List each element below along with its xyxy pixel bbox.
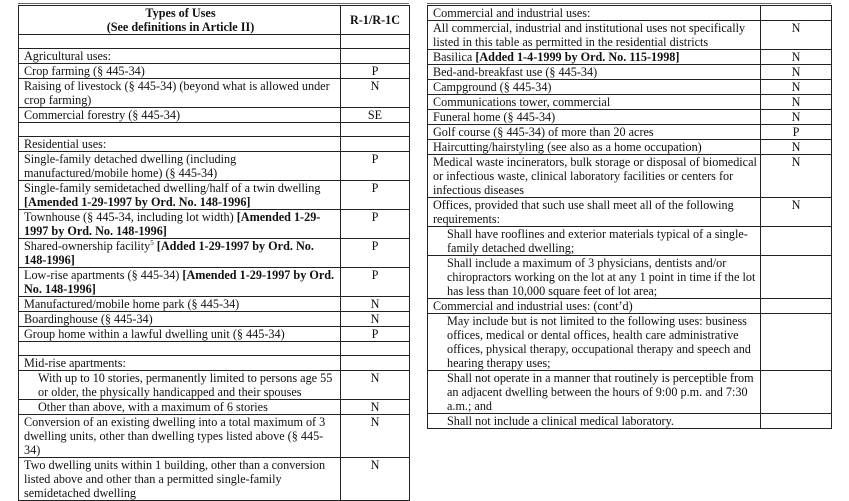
use-table-right-body bbox=[428, 6, 832, 429]
use-description-cell bbox=[428, 80, 761, 95]
table-row bbox=[19, 210, 410, 239]
permission-value: N bbox=[370, 79, 380, 93]
table-header-row bbox=[19, 6, 410, 35]
permission-cell bbox=[341, 108, 410, 123]
permission-cell bbox=[341, 181, 410, 210]
permission-cell bbox=[341, 123, 410, 137]
permission-cell bbox=[341, 327, 410, 342]
amendment-note: [Added 1-29-1997 by Ord. No. 148-1996] bbox=[24, 239, 314, 267]
use-text: Commercial and industrial uses: (cont’d) bbox=[433, 299, 633, 313]
permission-cell bbox=[761, 198, 832, 227]
permission-value: P bbox=[792, 125, 800, 139]
use-text: Residential uses: bbox=[24, 137, 107, 151]
use-text: Shall include a maximum of 3 physicians, dentists and/or chiropractors working on the lot at any 1 point in time if the lot has less than 10,000 square feet of lot area; bbox=[447, 256, 756, 298]
use-description-cell bbox=[19, 239, 341, 268]
page-edge-line bbox=[18, 3, 409, 4]
table-row bbox=[19, 181, 410, 210]
use-description-cell bbox=[428, 227, 761, 256]
table-row bbox=[428, 155, 832, 198]
permission-cell bbox=[341, 371, 410, 400]
use-text: Commercial forestry (§ 445-34) bbox=[24, 108, 181, 122]
permission-cell bbox=[761, 125, 832, 140]
permission-cell bbox=[341, 210, 410, 239]
table-row bbox=[19, 49, 410, 64]
table-row bbox=[19, 297, 410, 312]
use-description-cell bbox=[19, 49, 341, 64]
use-description-cell bbox=[428, 6, 761, 21]
use-description-cell bbox=[428, 110, 761, 125]
table-row bbox=[19, 458, 410, 501]
permission-cell bbox=[341, 458, 410, 501]
permission-cell bbox=[761, 65, 832, 80]
table-row bbox=[19, 342, 410, 356]
permission-value: P bbox=[371, 210, 379, 224]
table-row bbox=[428, 110, 832, 125]
permission-cell bbox=[761, 110, 832, 125]
permission-cell bbox=[761, 256, 832, 299]
permission-value: P bbox=[371, 239, 379, 253]
use-text: Communications tower, commercial bbox=[433, 95, 611, 109]
use-description-cell bbox=[428, 198, 761, 227]
header-title: Types of Uses bbox=[145, 6, 216, 20]
table-row bbox=[19, 400, 410, 415]
permission-value: N bbox=[370, 415, 380, 429]
permission-cell bbox=[341, 49, 410, 64]
permission-cell bbox=[761, 80, 832, 95]
use-text: All commercial, industrial and institutional uses not specifically listed in this table as permitted in the residential districts bbox=[433, 21, 746, 49]
use-text: Golf course (§ 445-34) of more than 20 acres bbox=[433, 125, 654, 139]
permission-cell bbox=[341, 268, 410, 297]
permission-cell bbox=[761, 314, 832, 371]
use-description-cell bbox=[19, 356, 341, 371]
use-description-cell bbox=[428, 414, 761, 429]
permission-value: N bbox=[370, 297, 380, 311]
use-text: Haircutting/hairstyling (see also as a home occupation) bbox=[433, 140, 702, 154]
table-row bbox=[19, 137, 410, 152]
table-row bbox=[19, 123, 410, 137]
permission-cell bbox=[341, 356, 410, 371]
use-description-cell bbox=[19, 458, 341, 501]
permission-cell bbox=[761, 140, 832, 155]
permission-cell bbox=[341, 239, 410, 268]
use-table-left bbox=[18, 5, 410, 501]
header-use-type bbox=[19, 6, 341, 35]
table-row bbox=[428, 299, 832, 314]
use-description-cell bbox=[19, 400, 341, 415]
permission-value: N bbox=[791, 140, 801, 154]
use-text: Raising of livestock (§ 445-34) (beyond what is allowed under crop farming) bbox=[24, 79, 330, 107]
permission-value: N bbox=[791, 110, 801, 124]
permission-cell bbox=[761, 299, 832, 314]
use-description-cell bbox=[19, 35, 341, 49]
use-description-cell bbox=[19, 123, 341, 137]
use-text: Shared-ownership facility bbox=[24, 239, 151, 253]
permission-cell bbox=[341, 137, 410, 152]
use-description-cell bbox=[19, 64, 341, 79]
permission-cell bbox=[761, 50, 832, 65]
amendment-note: [Amended 1-29-1997 by Ord. No. 148-1996] bbox=[24, 195, 251, 209]
table-row bbox=[19, 371, 410, 400]
table-row bbox=[19, 356, 410, 371]
use-text: Commercial and industrial uses: bbox=[433, 6, 591, 20]
permission-value: SE bbox=[367, 108, 383, 122]
use-text: Crop farming (§ 445-34) bbox=[24, 64, 145, 78]
permission-cell bbox=[341, 342, 410, 356]
use-text: Medical waste incinerators, bulk storage or disposal of biomedical or infectious waste, clinical laboratory facilities or centers for infectious diseases bbox=[433, 155, 757, 197]
use-text: Shall have rooflines and exterior materials typical of a single-family detached dwelling; bbox=[447, 227, 748, 255]
use-description-cell bbox=[19, 268, 341, 297]
permission-value: N bbox=[791, 21, 801, 35]
use-text: Boardinghouse (§ 445-34) bbox=[24, 312, 153, 326]
permission-value: P bbox=[371, 268, 379, 282]
use-description-cell bbox=[19, 297, 341, 312]
permission-value: P bbox=[371, 327, 379, 341]
use-description-cell bbox=[428, 140, 761, 155]
permission-value: P bbox=[371, 64, 379, 78]
permission-cell bbox=[341, 152, 410, 181]
permission-value: N bbox=[791, 65, 801, 79]
permission-cell bbox=[341, 35, 410, 49]
table-row bbox=[428, 414, 832, 429]
permission-cell bbox=[341, 79, 410, 108]
permission-cell bbox=[761, 227, 832, 256]
table-row bbox=[428, 65, 832, 80]
use-text: Bed-and-breakfast use (§ 445-34) bbox=[433, 65, 598, 79]
footnote-marker: 5 bbox=[150, 239, 154, 247]
table-row bbox=[19, 64, 410, 79]
table-row bbox=[428, 256, 832, 299]
use-description-cell bbox=[428, 371, 761, 414]
permission-cell bbox=[761, 414, 832, 429]
table-row bbox=[428, 227, 832, 256]
permission-cell bbox=[761, 21, 832, 50]
table-row bbox=[19, 327, 410, 342]
use-text: Single-family detached dwelling (including manufactured/mobile home) (§ 445-34) bbox=[24, 152, 237, 180]
table-row bbox=[428, 314, 832, 371]
table-row bbox=[428, 125, 832, 140]
use-description-cell bbox=[19, 152, 341, 181]
use-text: Manufactured/mobile home park (§ 445-34) bbox=[24, 297, 240, 311]
district-code: R-1/R-1C bbox=[349, 13, 401, 27]
use-text: Low-rise apartments (§ 445-34) bbox=[24, 268, 183, 282]
use-text: Mid-rise apartments: bbox=[24, 356, 126, 370]
use-text: Shall not include a clinical medical laboratory. bbox=[447, 414, 674, 428]
use-description-cell bbox=[428, 65, 761, 80]
table-row bbox=[19, 35, 410, 49]
use-text: Shall not operate in a manner that routinely is perceptible from an adjacent dwelling between the hours of 9:00 p.m. and 7:30 a.m.; and bbox=[447, 371, 754, 413]
permission-cell bbox=[761, 6, 832, 21]
use-text: Group home within a lawful dwelling unit (§ 445-34) bbox=[24, 327, 285, 341]
use-description-cell bbox=[428, 256, 761, 299]
permission-value: N bbox=[370, 312, 380, 326]
use-text: Townhouse (§ 445-34, including lot width) bbox=[24, 210, 237, 224]
table-row bbox=[19, 268, 410, 297]
use-text: Other than above, with a maximum of 6 stories bbox=[38, 400, 268, 414]
permission-cell bbox=[761, 155, 832, 198]
permission-cell bbox=[341, 64, 410, 79]
header-district bbox=[341, 6, 410, 35]
use-text: Conversion of an existing dwelling into a total maximum of 3 dwelling units, other than dwelling types listed above (§ 445-34) bbox=[24, 415, 326, 457]
table-row bbox=[19, 415, 410, 458]
permission-cell bbox=[761, 371, 832, 414]
permission-cell bbox=[341, 400, 410, 415]
use-text: Funeral home (§ 445-34) bbox=[433, 110, 556, 124]
permission-value: N bbox=[791, 80, 801, 94]
permission-value: N bbox=[791, 198, 801, 212]
permission-cell bbox=[341, 297, 410, 312]
use-text: May include but is not limited to the following uses: business offices, medical or dental offices, health care administrative offices, physical therapy, occupational therapy and speech and hearing therapy uses; bbox=[447, 314, 751, 370]
use-description-cell bbox=[19, 312, 341, 327]
table-row bbox=[428, 371, 832, 414]
use-table-right bbox=[427, 5, 832, 429]
table-row bbox=[428, 21, 832, 50]
table-row bbox=[428, 50, 832, 65]
permission-value: N bbox=[370, 400, 380, 414]
use-description-cell bbox=[428, 155, 761, 198]
amendment-note: [Amended 1-29-1997 by Ord. No. 148-1996] bbox=[24, 210, 321, 238]
table-row bbox=[19, 152, 410, 181]
permission-cell bbox=[341, 312, 410, 327]
page-edge-line bbox=[427, 3, 831, 4]
use-description-cell bbox=[19, 327, 341, 342]
permission-cell bbox=[341, 415, 410, 458]
permission-value: P bbox=[371, 181, 379, 195]
use-description-cell bbox=[19, 79, 341, 108]
permission-cell bbox=[761, 95, 832, 110]
permission-value: N bbox=[791, 155, 801, 169]
permission-value: N bbox=[370, 458, 380, 472]
table-row bbox=[428, 198, 832, 227]
amendment-note: [Added 1-4-1999 by Ord. No. 115-1998] bbox=[475, 50, 680, 64]
use-description-cell bbox=[428, 21, 761, 50]
use-description-cell bbox=[428, 125, 761, 140]
use-text: With up to 10 stories, permanently limited to persons age 55 or older, the physically handicapped and their spouses bbox=[38, 371, 333, 399]
table-row bbox=[428, 80, 832, 95]
use-text: Single-family semidetached dwelling/half of a twin dwelling bbox=[24, 181, 321, 195]
use-description-cell bbox=[428, 314, 761, 371]
table-row bbox=[428, 140, 832, 155]
permission-value: N bbox=[791, 95, 801, 109]
use-description-cell bbox=[19, 108, 341, 123]
use-text: Offices, provided that such use shall meet all of the following requirements: bbox=[433, 198, 734, 226]
table-row bbox=[19, 79, 410, 108]
use-description-cell bbox=[19, 342, 341, 356]
use-description-cell bbox=[19, 415, 341, 458]
use-text: Campground (§ 445-34) bbox=[433, 80, 552, 94]
table-row bbox=[428, 6, 832, 21]
use-description-cell bbox=[428, 299, 761, 314]
permission-value: N bbox=[370, 371, 380, 385]
amendment-note: [Amended 1-29-1997 by Ord. No. 148-1996] bbox=[24, 268, 335, 296]
permission-value: N bbox=[791, 50, 801, 64]
use-description-cell bbox=[19, 137, 341, 152]
header-subtitle: (See definitions in Article II) bbox=[106, 20, 255, 34]
table-row bbox=[19, 239, 410, 268]
use-description-cell bbox=[428, 95, 761, 110]
use-table-left-body bbox=[19, 6, 410, 501]
use-description-cell bbox=[19, 181, 341, 210]
permission-value: P bbox=[371, 152, 379, 166]
use-description-cell bbox=[428, 50, 761, 65]
use-text: Basilica bbox=[433, 50, 476, 64]
table-row bbox=[19, 108, 410, 123]
use-description-cell bbox=[19, 371, 341, 400]
table-row bbox=[428, 95, 832, 110]
use-text: Two dwelling units within 1 building, other than a conversion listed above and other than a permitted single-family semidetached dwelling bbox=[24, 458, 326, 500]
use-description-cell bbox=[19, 210, 341, 239]
table-row bbox=[19, 312, 410, 327]
use-text: Agricultural uses: bbox=[24, 49, 111, 63]
